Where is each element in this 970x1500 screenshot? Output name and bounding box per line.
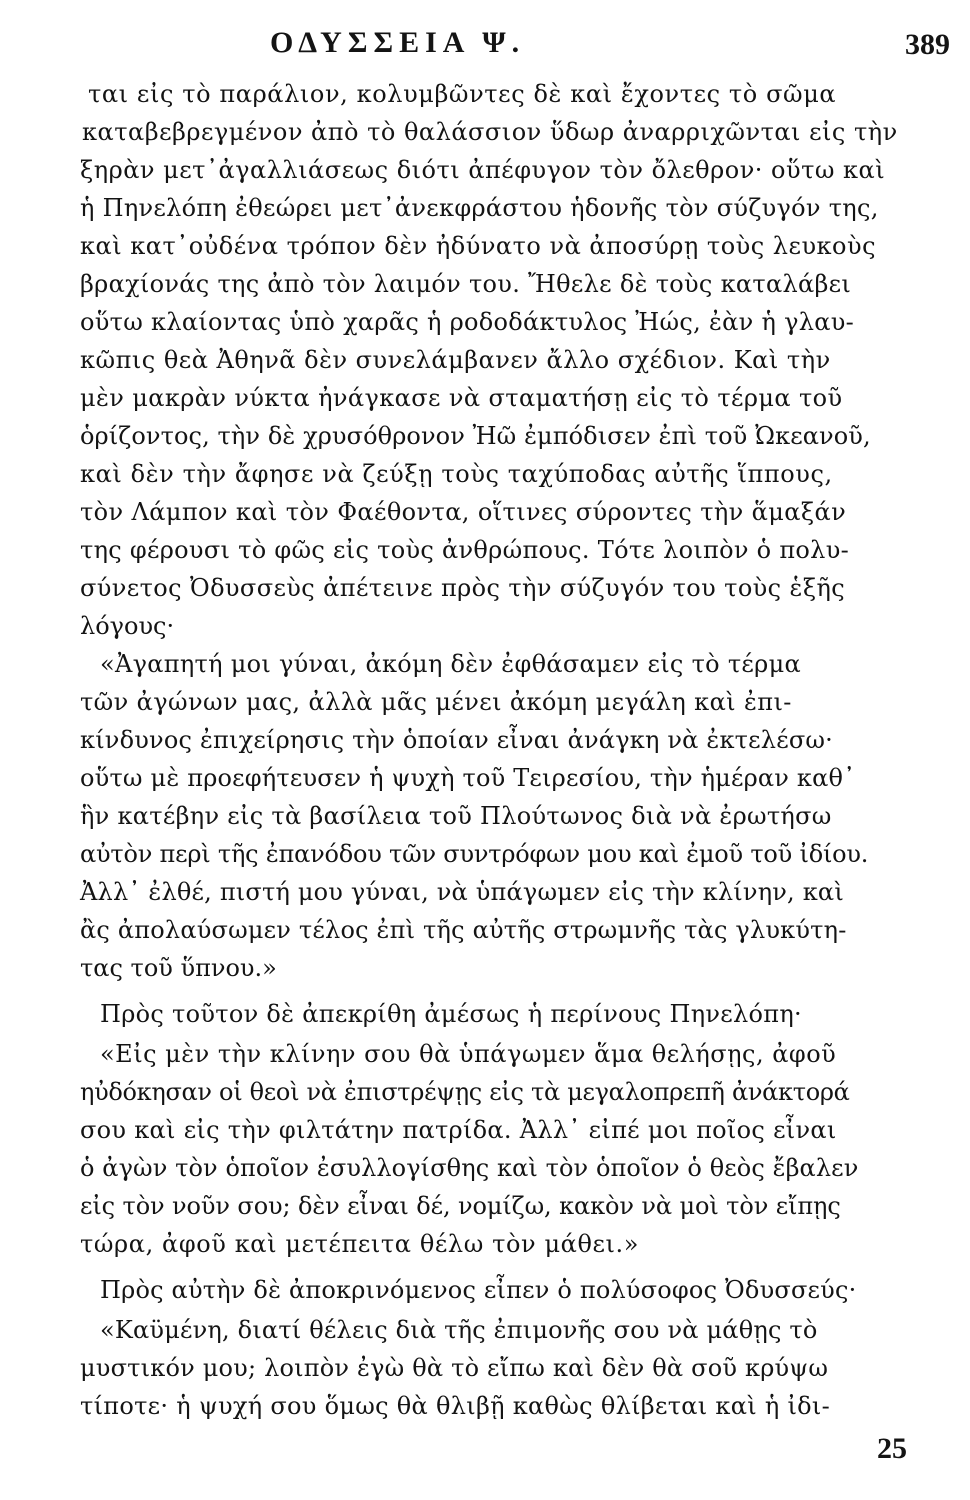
text-line: τῶν ἀγώνων μας, ἀλλὰ μᾶς μένει ἀκόμη μεγάλη καὶ ἐπι- [80,688,792,716]
text-line: βραχίονάς της ἀπὸ τὸν λαιμόν του. Ἤθελε δὲ τοὺς καταλάβει [80,270,852,298]
text-line: καὶ δὲν τὴν ἄφησε νὰ ζεύξῃ τοὺς ταχύποδας αὐτῆς ἵππους, [80,460,833,488]
text-line: ξηρὰν μετ᾽ἀγαλλιάσεως διότι ἀπέφυγον τὸν ὄλεθρον· οὕτω καὶ [80,156,886,184]
text-line: ται εἰς τὸ παράλιον, κολυμβῶντες δὲ καὶ ἔχοντες τὸ σῶμα [88,80,837,108]
text-line: «Ἀγαπητή μοι γύναι, ἀκόμη δὲν ἐφθάσαμεν εἰς τὸ τέρμα [100,650,801,678]
text-line: ὁρίζοντος, τὴν δὲ χρυσόθρονον Ἠῶ ἐμπόδισεν ἐπὶ τοῦ Ὠκεανοῦ, [80,422,871,450]
text-line: καταβεβρεγμένον ἀπὸ τὸ θαλάσσιον ὕδωρ ἀναρριχῶνται εἰς τὴν [82,118,898,146]
running-title: ΟΔΥΣΣΕΙΑ Ψ. [270,26,526,59]
text-line: εἰς τὸν νοῦν σου; δὲν εἶναι δέ, νομίζω, κακὸν νὰ μοὶ τὸν εἴπῃς [80,1192,841,1220]
text-line: ἡ Πηνελόπη ἐθεώρει μετ᾽ἀνεκφράστου ἡδονῆς τὸν σύζυγόν της, [80,194,879,222]
text-line: τίποτε· ἡ ψυχή σου ὅμως θὰ θλιβῇ καθὼς θλίβεται καὶ ἡ ἰδι- [80,1392,831,1420]
text-line: ἣν κατέβην εἰς τὰ βασίλεια τοῦ Πλούτωνος διὰ νὰ ἐρωτήσω [80,802,832,830]
text-line: τας τοῦ ὕπνου.» [80,954,277,982]
text-line: οὕτω μὲ προεφήτευσεν ἡ ψυχὴ τοῦ Τειρεσίου, τὴν ἡμέραν καθ᾽ [80,764,856,792]
text-line: «Εἰς μὲν τὴν κλίνην σου θὰ ὑπάγωμεν ἅμα θελήσῃς, ἀφοῦ [100,1040,837,1068]
text-line: λόγους· [80,612,175,640]
text-line: της φέρουσι τὸ φῶς εἰς τοὺς ἀνθρώπους. Τότε λοιπὸν ὁ πολυ- [80,536,849,564]
signature-mark: 25 [877,1432,907,1465]
text-line: καὶ κατ᾽οὐδένα τρόπον δὲν ἠδύνατο νὰ ἀποσύρῃ τοὺς λευκοὺς [80,232,877,260]
text-line: «Καϋμένη, διατί θέλεις διὰ τῆς ἐπιμονῆς σου νὰ μάθῃς τὸ [100,1316,818,1344]
text-line: κῶπις θεὰ Ἀθηνᾶ δὲν συνελάμβανεν ἄλλο σχέδιον. Καὶ τὴν [80,346,831,374]
text-line: μὲν μακρὰν νύκτα ἠνάγκασε νὰ σταματήσῃ εἰς τὸ τέρμα τοῦ [80,384,843,412]
text-line: σου καὶ εἰς τὴν φιλτάτην πατρίδα. Ἀλλ᾽ εἰπέ μοι ποῖος εἶναι [80,1116,837,1144]
text-line: ἂς ἀπολαύσωμεν τέλος ἐπὶ τῆς αὐτῆς στρωμνῆς τὰς γλυκύτη- [80,916,847,944]
text-line: σύνετος Ὀδυσσεὺς ἀπέτεινε πρὸς τὴν σύζυγόν του τοὺς ἑξῆς [80,574,846,602]
text-line: τὸν Λάμπον καὶ τὸν Φαέθοντα, οἵτινες σύροντες τὴν ἅμαξάν [80,498,847,526]
text-line: ὁ ἀγὼν τὸν ὁποῖον ἐσυλλογίσθης καὶ τὸν ὁποῖον ὁ θεὸς ἔβαλεν [80,1154,859,1182]
page-number: 389 [905,28,950,61]
text-line: Ἀλλ᾽ ἐλθέ, πιστή μου γύναι, νὰ ὑπάγωμεν εἰς τὴν κλίνην, καὶ [80,878,844,906]
text-line: τώρα, ἀφοῦ καὶ μετέπειτα θέλω τὸν μάθει.» [80,1230,640,1258]
text-line: Πρὸς τοῦτον δὲ ἀπεκρίθη ἀμέσως ἡ περίνους Πηνελόπη· [100,1000,802,1028]
text-line: αὐτὸν περὶ τῆς ἐπανόδου τῶν συντρόφων μου καὶ ἐμοῦ τοῦ ἰδίου. [80,840,869,868]
text-line: ηὐδόκησαν οἱ θεοὶ νὰ ἐπιστρέψῃς εἰς τὰ μεγαλοπρεπῆ ἀνάκτορά [80,1078,850,1106]
text-line: Πρὸς αὐτὴν δὲ ἀποκρινόμενος εἶπεν ὁ πολύσοφος Ὀδυσσεύς· [100,1276,857,1304]
page-header [0,26,970,66]
text-line: μυστικόν μου; λοιπὸν ἐγὼ θὰ τὸ εἴπω καὶ δὲν θὰ σοῦ κρύψω [80,1354,829,1382]
text-line: κίνδυνος ἐπιχείρησις τὴν ὁποίαν εἶναι ἀνάγκη νὰ ἐκτελέσω· [80,726,834,754]
text-line: οὕτω κλαίοντας ὑπὸ χαρᾶς ἡ ροδοδάκτυλος Ἠώς, ἐὰν ἡ γλαυ- [80,308,855,336]
